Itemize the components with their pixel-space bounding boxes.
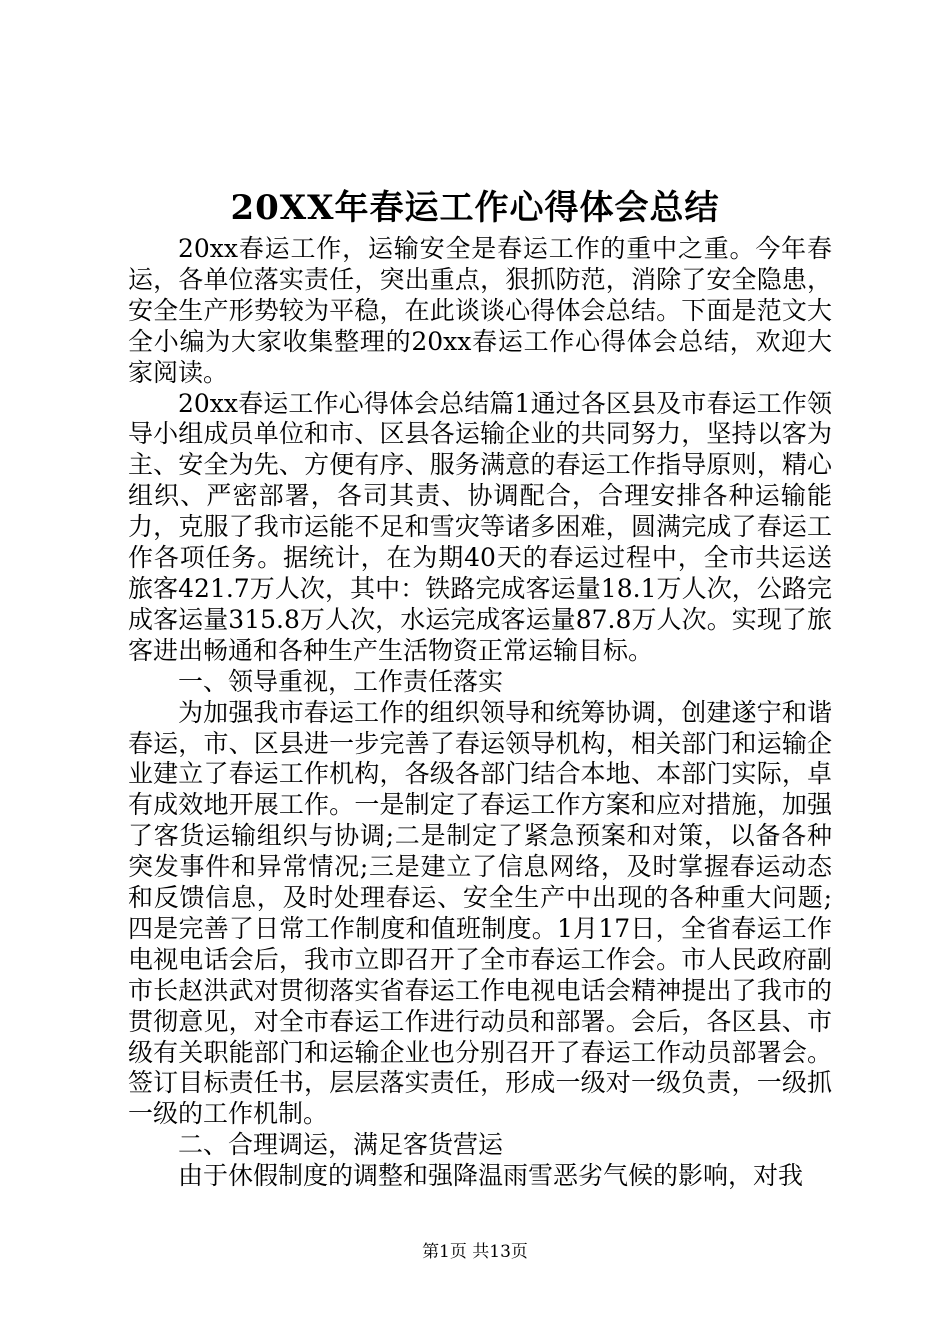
paragraph-section1: 为加强我市春运工作的组织领导和统筹协调，创建遂宁和谐春运，市、区县进一步完善了春运领导机构，相关部门和运输企业建立了春运工作机构，各级各部门结合本地、本部门实际，卓有成效地开展工作。一是制定了春运工作方案和应对措施，加强了客货运输组织与协调;二是制定了紧急预案和对策，以备各种突发事件和异常情况;三是建立了信息网络，及时掌握春运动态和反馈信息，及时处理春运、安全生产中出现的各种重大问题;四是完善了日常工作制度和值班制度。1月17日，全省春运工作电视电话会后，我市立即召开了全市春运工作会。市人民政府副市长赵洪武对贯彻落实省春运工作电视电话会精神提出了我市的贯彻意见，对全市春运工作进行动员和部署。会后，各区县、市级有关职能部门和运输企业也分别召开了春运工作动员部署会。签订目标责任书，层层落实责任，形成一级对一级负责，一级抓一级的工作机制。 [128, 697, 832, 1129]
section-heading-2: 二、合理调运，满足客货营运 [178, 1130, 504, 1160]
paragraph-intro: 20xx春运工作，运输安全是春运工作的重中之重。今年春运，各单位落实责任，突出重点，狠抓防范，消除了安全隐患，安全生产形势较为平稳，在此谈谈心得体会总结。下面是范文大全小编为大家收集整理的20xx春运工作心得体会总结，欢迎大家阅读。 [128, 234, 832, 387]
page-footer: 第1页 共13页 [422, 1242, 528, 1262]
document-body [128, 234, 832, 1192]
section-heading-1: 一、领导重视，工作责任落实 [178, 666, 504, 696]
paragraph-part1: 20xx春运工作心得体会总结篇1通过各区县及市春运工作领导小组成员单位和市、区县各运输企业的共同努力，坚持以客为主、安全为先、方便有序、服务满意的春运工作指导原则，精心组织、严密部署，各司其责、协调配合，合理安排各种运输能力，克服了我市运能不足和雪灾等诸多困难，圆满完成了春运工作各项任务。据统计，在为期40天的春运过程中，全市共运送旅客421.7万人次，其中：铁路完成客运量18.1万人次，公路完成客运量315.8万人次，水运完成客运量87.8万人次。实现了旅客进出畅通和各种生产生活物资正常运输目标。 [128, 388, 832, 665]
document-title: 20XX年春运工作心得体会总结 [230, 188, 720, 228]
paragraph-section2: 由于休假制度的调整和强降温雨雪恶劣气候的影响，对我 [178, 1161, 804, 1191]
